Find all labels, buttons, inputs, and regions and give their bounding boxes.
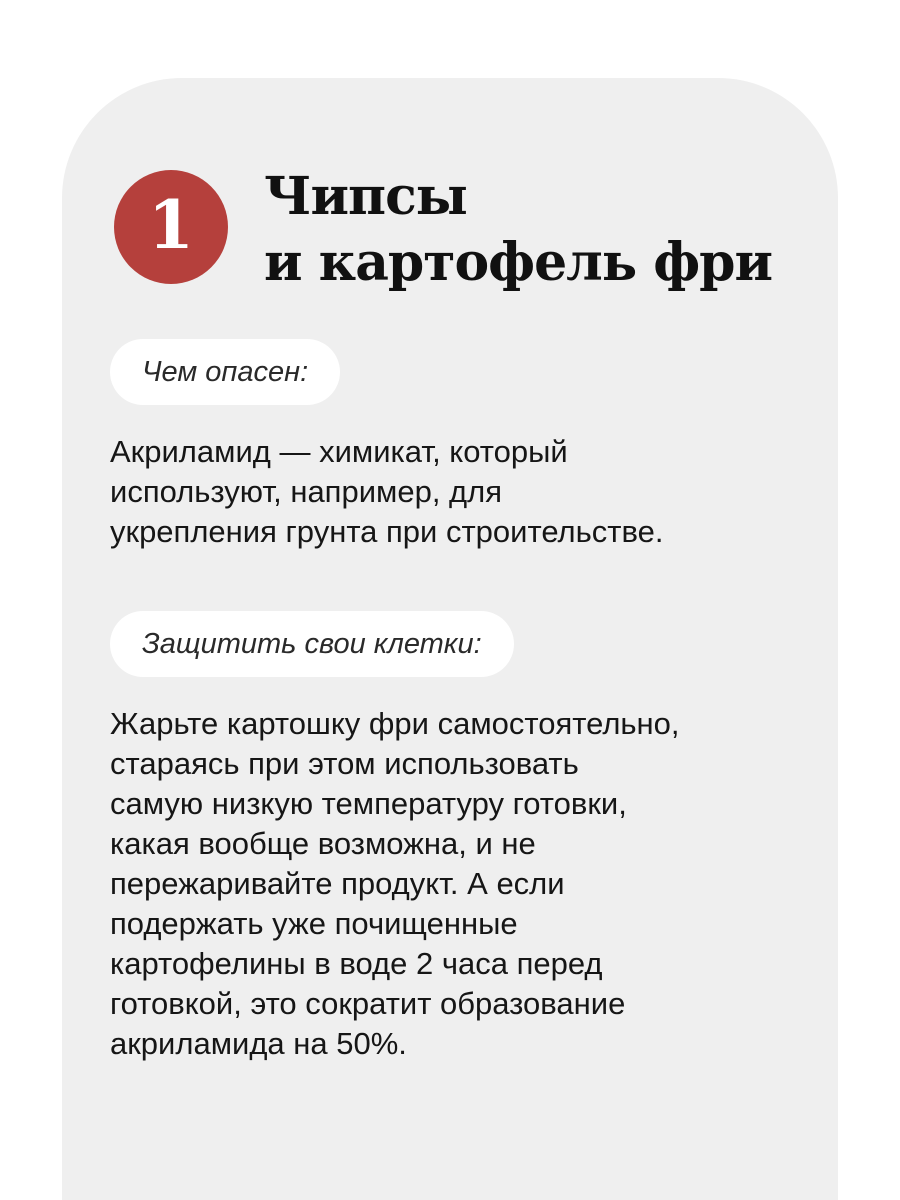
card-title [264,164,824,296]
danger-line: укрепления грунта при строительстве. [110,514,664,549]
protect-line: Жарьте картошку фри самостоятельно, [110,706,680,741]
protect-line: картофелины в воде 2 часа перед [110,946,603,981]
protect-description [110,704,810,1064]
danger-label: Чем опасен: [142,355,309,388]
protect-line: какая вообще возможна, и не [110,826,536,861]
title-line-2: и картофель фри [264,232,773,293]
danger-label-pill [110,339,340,405]
protect-label: Защитить свои клетки: [142,627,482,660]
protect-line: самую низкую температуру готовки, [110,786,627,821]
protect-line: стараясь при этом использовать [110,746,579,781]
danger-description [110,432,810,552]
danger-line: Акриламид — химикат, который [110,434,568,469]
protect-label-pill [110,611,514,677]
protect-line: пережаривайте продукт. А если [110,866,565,901]
number-badge [114,170,228,284]
protect-line: готовкой, это сократит образование [110,986,626,1021]
protect-line: акриламида на 50%. [110,1026,407,1061]
danger-line: используют, например, для [110,474,503,509]
badge-number: 1 [148,186,194,264]
title-line-1: Чипсы [264,166,467,227]
protect-line: подержать уже почищенные [110,906,518,941]
